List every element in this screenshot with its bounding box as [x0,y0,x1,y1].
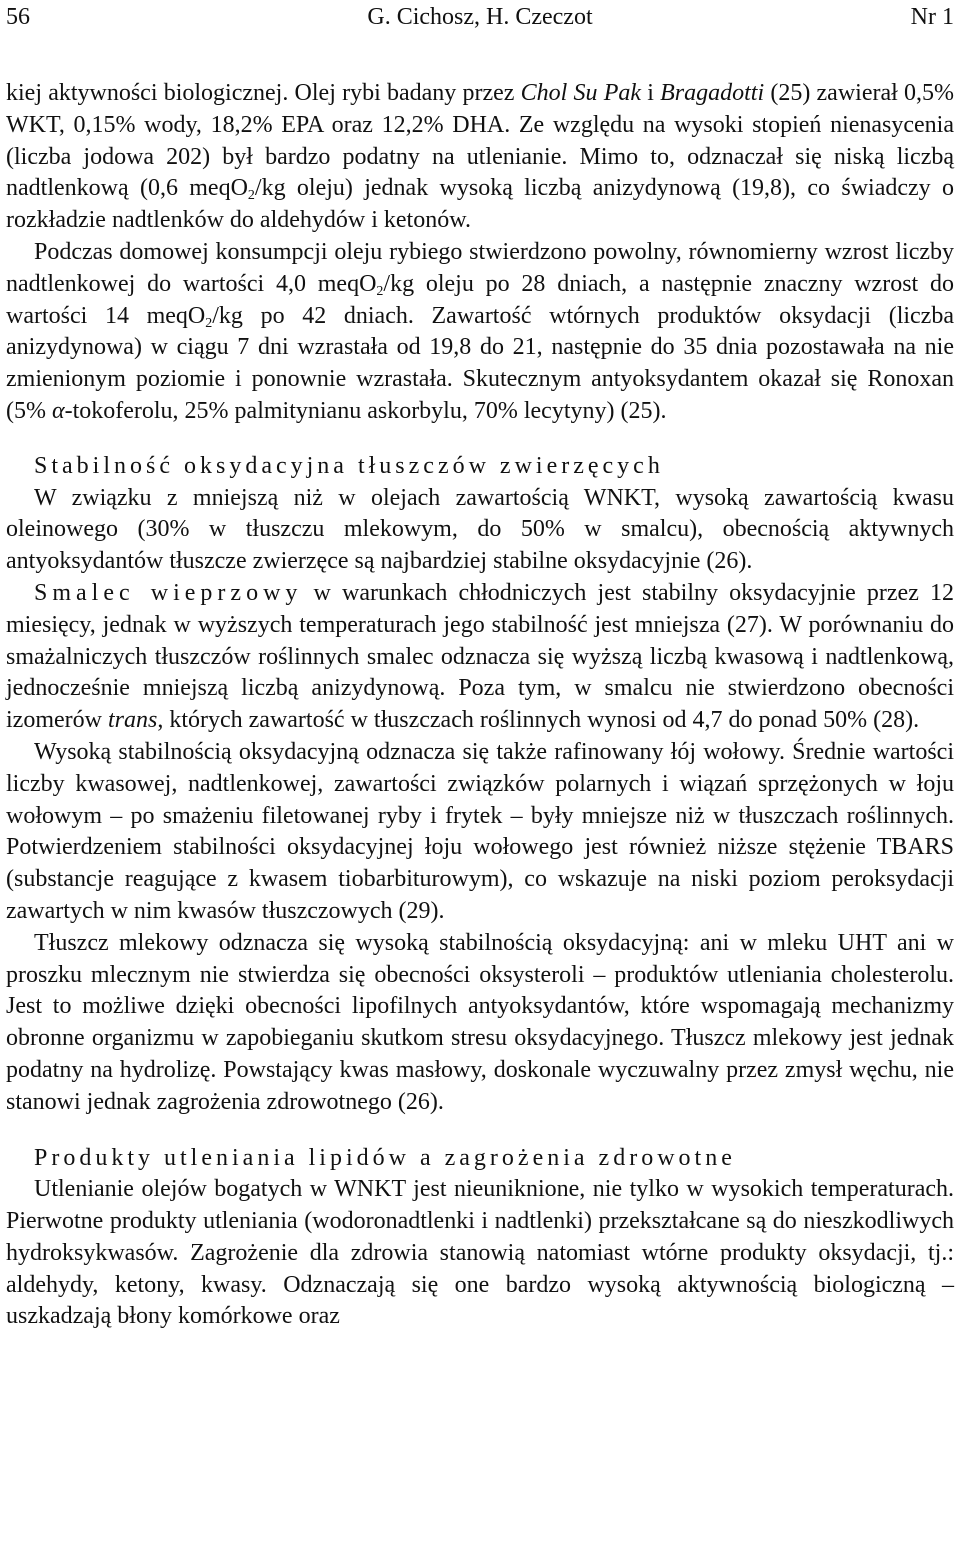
article-body [6,78,954,1333]
text-run: /kg po 42 dniach. Zawartość wtórnych produktów oksydacji (liczba anizydynowa) w ciągu 7 dni wzrastała od 19,8 do 21, następnie do 35 dnia pozostawała na nie zmienionym poziomie i ponownie wzrastała. Skutecznym antyoksydantem okazał się Ronoxan (5% [6,302,954,424]
paragraph-beef-tallow: Wysoką stabilnością oksydacyjną odznacza się także rafinowany łój wołowy. Średnie wartości liczby kwasowej, nadtlenkowej, zawartości związków polarnych i wiązań sprzężonych w łoju wołowym – po smażeniu filetowanej ryby i frytek – były mniejsze niż w tłuszczach roślinnych. Potwierdzeniem stabilności oksydacyjnej łoju wołowego jest również niższe stężenie TBARS (substancje reagujące z kwasem tiobarbiturowym), co wskazuje na niski poziom peroksydacji zawartych w nim kwasów tłuszczowych (29). [6,738,954,924]
text-run: (25) zawierał 0,5% WKT, 0,15% wody, 18,2% EPA oraz 12,2% DHA. Ze względu na wysoki stopień nienasycenia (liczba jodowa 202) był bardzo podatny na utlenianie. Mimo to, odznaczał się niską liczbą nadtlenkową (0,6 meqO [6,80,954,202]
paragraph-milk-fat: Tłuszcz mlekowy odznacza się wysoką stabilnością oksydacyjną: ani w mleku UHT ani w proszku mlecznym nie stwierdza się obecności oksysteroli – produktów utleniania cholesterolu. Jest to możliwe dzięki obecności lipofilnych antyoksydantów, które wspomagają mechanizmy obronne organizmu w zapobieganiu skutkom stresu oksydacyjnego. Tłuszcz mlekowy jest jednak podatny na hydrolizę. Powstający kwas masłowy, doskonale wyczuwalny przez zmysł węchu, nie stanowi jednak zagrożenia zdrowotnego (26). [6,929,954,1115]
text-run: i [641,80,661,106]
paragraph-fish-oil-consumption [6,237,954,428]
text-run: /kg oleju) jednak wysoką liczbą anizydynową (19,8), co świadczy o rozkładzie nadtlenków do aldehydów i ketonów. [6,175,954,234]
text-run: kiej aktywności biologicznej. Olej rybi badany przez [6,80,521,106]
author-name-italic: Bragadotti [660,80,765,106]
text-run: -tokoferolu, 25% palmitynianu askorbylu, 70% lecytyny) (25). [64,397,667,424]
paragraph-oxidation-products: Utlenianie olejów bogatych w WNKT jest nieuniknione, nie tylko w wysokich temperaturach. Pierwotne produkty utleniania (wodoronadtlenki i nadtlenki) przekształcane są do nieszkodliwych hydroksykwasów. Zagrożenie dla zdrowia stanowią natomiast wtórne produkty oksydacji, tj.: aldehydy, ketony, kwasy. Odznaczają się one bardzo wysoką aktywnością biologiczną – uszkadzają błony komórkowe oraz [6,1176,954,1330]
section-spacer [6,1119,954,1143]
header-issue-number: Nr 1 [910,4,954,30]
subscript: 2 [376,283,384,299]
running-header [6,0,954,34]
section-spacer [6,428,954,451]
greek-alpha-italic: α [51,397,65,424]
term-italic: trans [107,707,158,734]
text-run: , których zawartość w tłuszczach roślinnych wynosi od 4,7 do ponad 50% (28). [157,707,920,734]
text-run: w warunkach chłodniczych jest stabilny oksydacyjnie przez 12 miesięcy, jednak w wyższych temperaturach jego stabilność jest mniejsza (27). W porównaniu do smażalniczych tłuszczów roślinnych smalec odznacza się wyższą liczbą kwasową i nadtlenkową, jednocześnie mniejszą liczbą anizydynową. Poza tym, w smalcu nie stwierdzono obecności izomerów [6,579,954,734]
text-run: /kg oleju po 28 dniach, a następnie znaczny wzrost do wartości 14 meqO [6,270,954,329]
section-heading-lipid-oxidation-products: Produkty utleniania lipidów a zagrożenia zdrowotne [34,1144,736,1171]
paragraph-lard [6,578,954,737]
paragraph-animal-fats-intro: W związku z mniejszą niż w olejach zawartością WNKT, wysoką zawartością kwasu oleinowego (30% w tłuszczu mlekowym, do 50% w smalcu), obecnością aktywnych antyoksydantów tłuszcze zwierzęce są najbardziej stabilne oksydacyjnie (26). [6,484,954,575]
subscript: 2 [247,188,255,204]
paragraph-fish-oil-composition [6,78,954,237]
author-name-italic: Chol Su Pak [520,80,642,106]
header-page-number: 56 [6,4,30,30]
spaced-term: Smalec wieprzowy [34,579,303,606]
subscript: 2 [205,315,213,331]
header-authors: G. Cichosz, H. Czeczot [367,4,593,30]
journal-page [6,0,954,1333]
text-run: Podczas domowej konsumpcji oleju rybiego stwierdzono powolny, równomierny wzrost liczby nadtlenkowej do wartości 4,0 meqO [6,238,954,297]
section-heading-animal-fats: Stabilność oksydacyjna tłuszczów zwierzęcych [34,452,664,479]
